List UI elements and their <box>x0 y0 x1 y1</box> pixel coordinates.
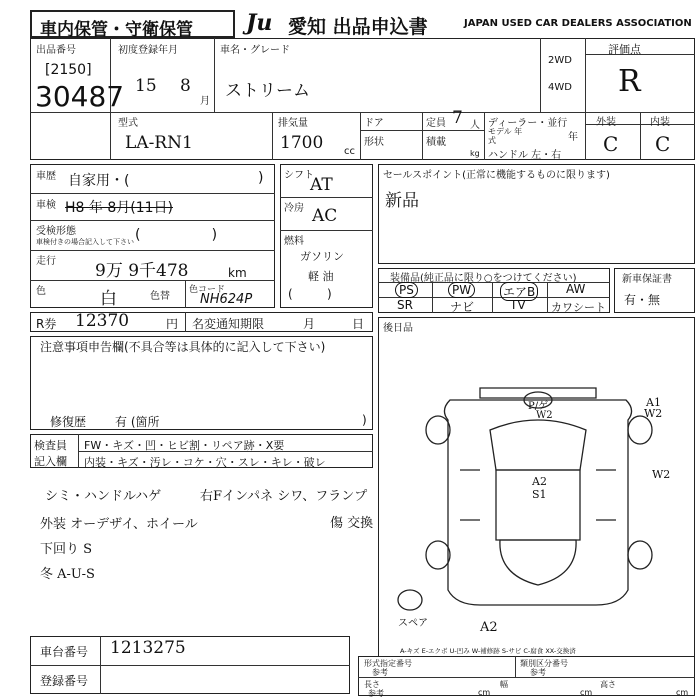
load-label: 積載 <box>426 137 446 148</box>
fuel-label: 燃料 <box>284 236 304 247</box>
cert-label: 形式指定番号 <box>364 659 412 668</box>
notes-label: 注意事項申告欄(不具合等は具体的に記入して下さい) <box>40 340 326 354</box>
shift-value: AT <box>310 175 333 195</box>
lot-number: 30487 <box>35 80 125 113</box>
class-ref: 参考 <box>530 668 546 677</box>
diagram-mark-front-right-a1: A1 <box>646 396 661 409</box>
damage-legend: A-キズ E-エクボ U-凹み W-補修跡 S-サビ C-腐食 XX-交換済 <box>400 647 576 655</box>
color-value: 白 <box>100 289 117 309</box>
cert-ref: 参考 <box>372 668 388 677</box>
history-close: ) <box>258 170 264 186</box>
equipment-pw: PW <box>448 282 475 298</box>
recycle-value: 12370 <box>75 311 130 331</box>
rating-value: R <box>618 64 641 99</box>
type-value: LA-RN1 <box>125 133 193 153</box>
model-value: ストリーム <box>225 81 310 101</box>
fuel-diesel: 軽 油 <box>308 270 334 283</box>
drive-2wd: 2WD <box>548 55 572 66</box>
inspector-row-interior: 内装・キズ・汚レ・コケ・穴・スレ・キレ・破レ <box>84 456 326 469</box>
shape-label: 形状 <box>364 137 384 148</box>
equipment-tv: TV <box>510 298 526 312</box>
color-code-value: NH624P <box>200 292 253 307</box>
type-label: 型式 <box>118 118 138 129</box>
first-reg-label: 初度登録年月 <box>118 45 178 56</box>
inspection-value: H8 年 8月(11日) <box>65 200 173 216</box>
dealer-label: ディーラー・並行 <box>488 118 568 129</box>
inspector-note-5: 下回り S <box>40 542 93 557</box>
drive-4wd: 4WD <box>548 82 572 93</box>
history-label: 車歴 <box>36 171 56 182</box>
notice-day: 日 <box>352 317 365 331</box>
inspector-note-2: 右Fインパネ シワ、フランプ <box>200 489 368 504</box>
diagram-mark-right-side-w2: W2 <box>652 468 671 481</box>
inspector-note-3: 外装 オーデザイ、ホイール <box>40 517 198 532</box>
first-reg-year: 15 <box>135 76 157 96</box>
equipment-navi: ナビ <box>450 300 475 314</box>
mileage-unit: km <box>228 266 247 280</box>
displacement-value: 1700 <box>280 133 324 153</box>
diagram-mark-rear-a2: A2 <box>480 620 498 635</box>
equipment-label: 装備品(純正品に限り○をつけてください) <box>390 273 577 284</box>
load-unit: kg <box>470 149 480 158</box>
inspector-note-1: シミ・ハンドルハゲ <box>45 489 162 504</box>
inspector-note-6: 冬 A-U-S <box>40 567 95 582</box>
width-unit: cm <box>580 688 593 697</box>
length-ref: 参考 <box>368 689 384 698</box>
interior-label: 内装 <box>650 117 670 128</box>
model-year-label: モデル 年式 <box>488 127 523 145</box>
equipment-airbag: エアB <box>500 282 538 301</box>
capacity-label: 定員 <box>426 118 446 129</box>
length-label: 長さ <box>364 680 380 689</box>
fuel-gasoline: ガソリン <box>300 250 344 263</box>
month-unit: 月 <box>200 96 210 107</box>
color-change-label: 色替 <box>150 291 170 302</box>
equipment-sr: SR <box>397 298 413 312</box>
year-unit: 年 <box>568 132 578 143</box>
form-title: 愛知 出品申込書 <box>288 16 428 38</box>
selling-points-label: セールスポイント(正常に機能するものに限ります) <box>383 170 610 181</box>
warranty-value: 有・無 <box>624 293 661 307</box>
inspector-entry-label: 記入欄 <box>34 455 67 468</box>
inspection-label: 車検 <box>36 200 56 211</box>
chassis-label: 車台番号 <box>40 645 89 659</box>
displacement-unit: cc <box>344 146 355 157</box>
warranty-label: 新車保証書 <box>622 274 672 285</box>
inspector-note-4: 傷 交換 <box>330 516 374 531</box>
history-value: 自家用・( <box>68 173 130 189</box>
notice-deadline-label: 名変通知期限 <box>192 317 265 331</box>
recycle-unit: 円 <box>166 317 179 331</box>
fuel-paren: ( ) <box>288 287 332 301</box>
logo: Ju <box>246 10 273 36</box>
repair-history-label: 修復歴 <box>50 415 87 429</box>
repair-history-close: ) <box>362 413 367 427</box>
equipment-leather-seat: カワシート <box>551 301 606 314</box>
height-label: 高さ <box>600 680 616 689</box>
inspector-row-exterior: FW・キズ・凹・ヒビ割・リペア跡・X要 <box>84 439 285 452</box>
notice-month: 月 <box>303 317 316 331</box>
lot-number-label: 出品番号 <box>36 45 76 56</box>
shift-label: シフト <box>284 170 314 181</box>
mileage-label: 走行 <box>36 256 56 267</box>
equipment-ps: PS <box>395 282 418 298</box>
spare-label: スペア <box>398 618 428 629</box>
acceptance-paren: ( ) <box>135 227 218 243</box>
after-items-label: 後日品 <box>383 323 413 334</box>
storage-badge-text: 車内保管・守衛保管 <box>40 20 193 40</box>
rating-label: 評価点 <box>608 43 641 56</box>
class-label: 類別区分番号 <box>520 659 568 668</box>
registration-label: 登録番号 <box>40 674 89 688</box>
inspector-label: 検査員 <box>34 439 67 452</box>
selling-points-handwritten: 新品 <box>385 191 419 211</box>
length-unit: cm <box>478 688 491 697</box>
recycle-label: R券 <box>36 317 57 331</box>
equipment-aw: AW <box>566 282 586 296</box>
exterior-label: 外装 <box>596 117 616 128</box>
door-label: ドア <box>364 118 384 129</box>
diagram-mark-front-right-w2: W2 <box>644 407 663 420</box>
capacity-unit: 人 <box>470 120 480 131</box>
association-name: JAPAN USED CAR DEALERS ASSOCIATION <box>464 18 692 29</box>
width-label: 幅 <box>500 680 508 689</box>
diagram-mark-roof-s1: S1 <box>532 488 547 501</box>
first-reg-month: 8 <box>180 76 191 96</box>
repair-history-value: 有 (箇所 <box>115 415 160 429</box>
handle-label: ハンドル 左・右 <box>488 150 562 161</box>
model-label: 車名・グレード <box>220 45 290 56</box>
lot-sub-number: [2150] <box>45 62 92 78</box>
height-unit: cm <box>676 688 689 697</box>
mileage-value: 9万 9千478 <box>95 261 189 281</box>
displacement-label: 排気量 <box>278 118 308 129</box>
color-label: 色 <box>36 286 46 297</box>
diagram-mark-hood: P/ゲ <box>528 401 549 412</box>
acceptance-note: 車検付きの場合記入して下さい <box>36 238 134 246</box>
acceptance-label: 受検形態 <box>36 226 76 237</box>
exterior-value: C <box>603 132 619 156</box>
ac-label: 冷房 <box>284 203 304 214</box>
diagram-mark-roof-a2: A2 <box>532 475 547 488</box>
color-code-label: 色コード <box>189 285 226 295</box>
capacity-value: 7 <box>452 108 463 128</box>
interior-value: C <box>655 132 671 156</box>
chassis-value: 1213275 <box>110 638 186 658</box>
diagram-mark-hood-w2: W2 <box>536 410 553 421</box>
ac-value: AC <box>312 206 338 226</box>
